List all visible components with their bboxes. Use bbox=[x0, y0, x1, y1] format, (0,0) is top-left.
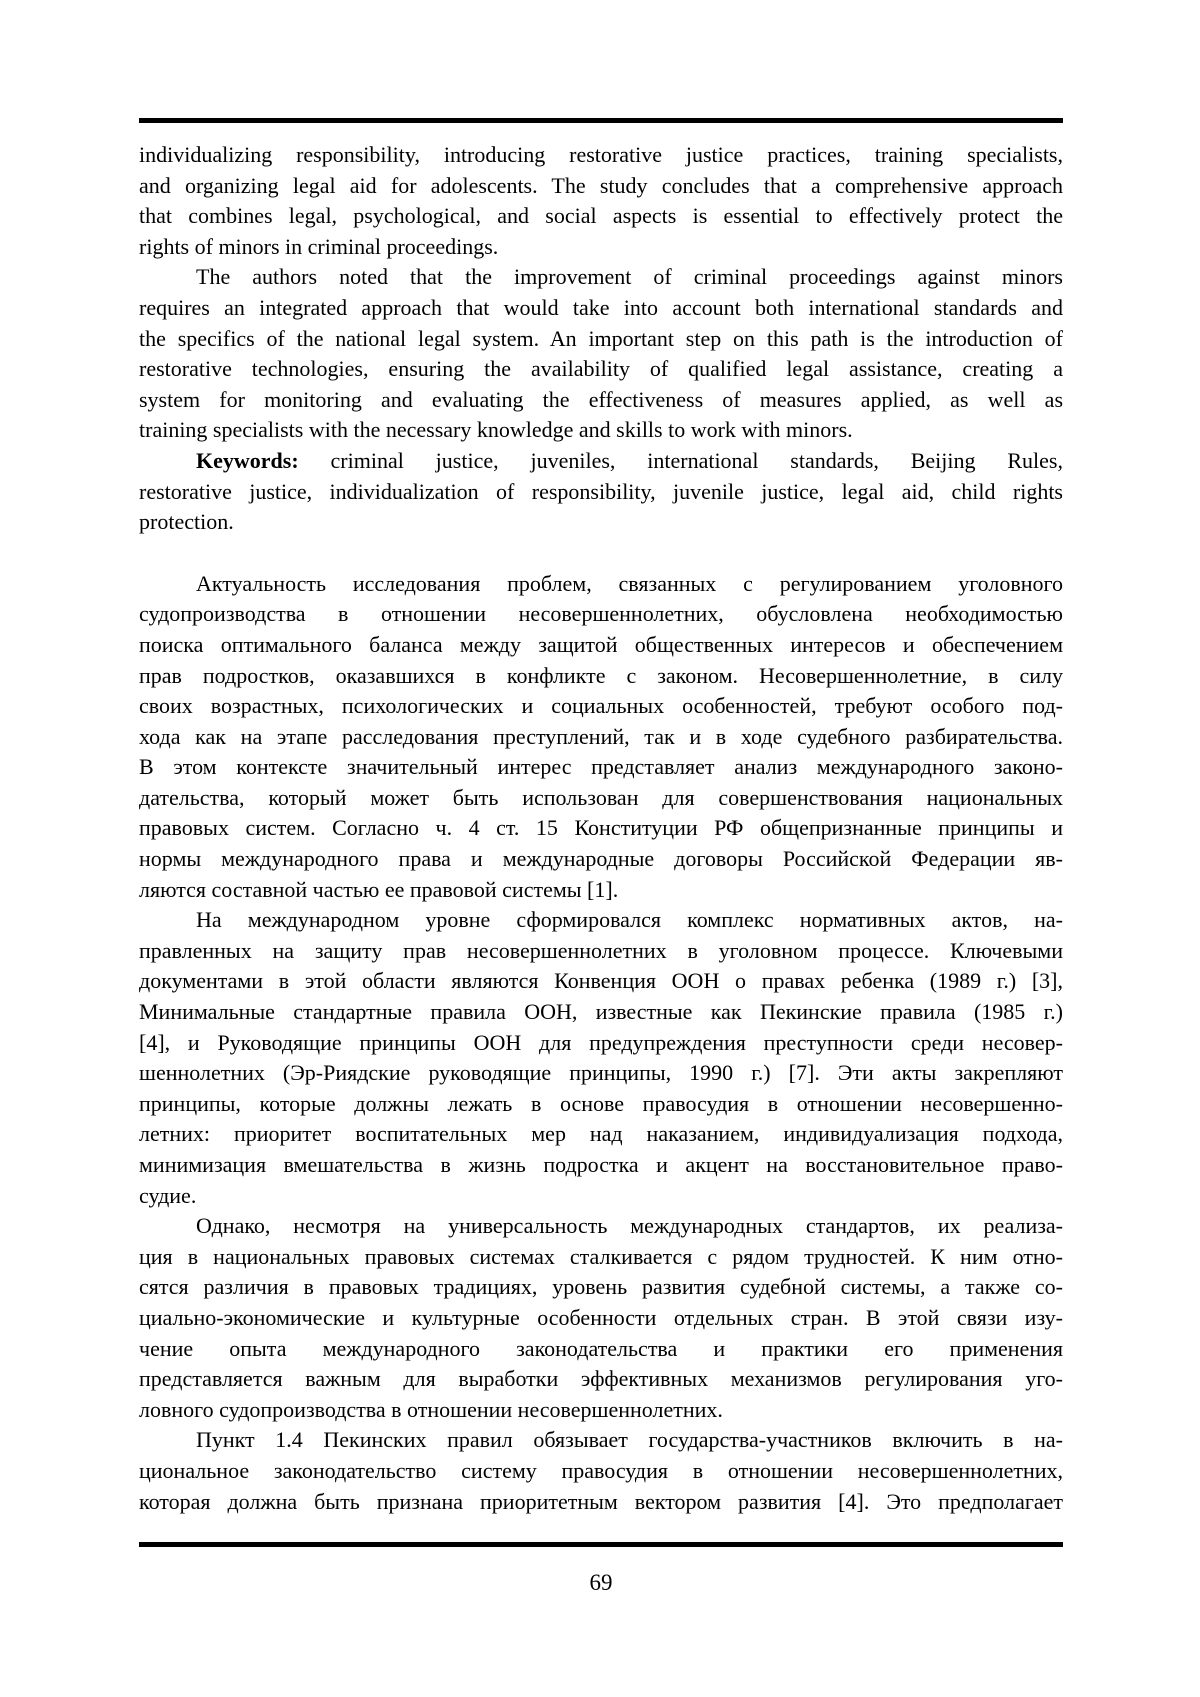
text-line: individualizing responsibility, introducing restorative justice practices, training specialists, bbox=[139, 142, 1063, 167]
text-line: чение опыта международного законодательства и практики его применения bbox=[139, 1335, 1063, 1361]
paragraph bbox=[139, 1425, 1063, 1517]
text-line: The authors noted that the improvement of criminal proceedings against minors bbox=[196, 264, 1063, 290]
text-line: rights of minors in criminal proceedings. bbox=[139, 233, 499, 259]
text-line: ловного судопроизводства в отношении несовершеннолетних. bbox=[139, 1396, 723, 1422]
text-line: and organizing legal aid for adolescents. The study concludes that a comprehensive approach bbox=[139, 172, 1063, 198]
text-line: ляются составной частью ее правовой системы [1]. bbox=[139, 876, 619, 902]
keywords-label: Keywords: bbox=[196, 447, 299, 473]
text-line: нормы международного права и международные договоры Российской Федерации яв- bbox=[139, 846, 1063, 872]
body-text bbox=[139, 140, 1063, 1517]
text-line: training specialists with the necessary knowledge and skills to work with minors. bbox=[139, 417, 853, 443]
text-line: Актуальность исследования проблем, связанных с регулированием уголовного bbox=[196, 570, 1063, 596]
text-line: сятся различия в правовых традициях, уровень развития судебной системы, а также со- bbox=[139, 1274, 1063, 1300]
text-line: судие. bbox=[139, 1182, 197, 1208]
text-line: requires an integrated approach that would take into account both international standards and bbox=[139, 294, 1063, 320]
text-line: Однако, несмотря на универсальность международных стандартов, их реализа- bbox=[196, 1213, 1063, 1239]
text-line: циально-экономические и культурные особенности отдельных стран. В этой связи изу- bbox=[139, 1304, 1063, 1330]
text-line: restorative technologies, ensuring the availability of qualified legal assistance, creating a bbox=[139, 356, 1063, 382]
text-line: летних: приоритет воспитательных мер над наказанием, индивидуализация подхода, bbox=[139, 1121, 1063, 1147]
text-line: ция в национальных правовых системах сталкивается с рядом трудностей. К ним отно- bbox=[139, 1243, 1063, 1269]
text-line: своих возрастных, психологических и социальных особенностей, требуют особого под- bbox=[139, 693, 1063, 719]
paragraph bbox=[139, 569, 1063, 906]
footer-rule bbox=[139, 1542, 1063, 1547]
text-line: правленных на защиту прав несовершеннолетних в уголовном процессе. Ключевыми bbox=[139, 937, 1063, 963]
text-line: restorative justice, individualization of responsibility, juvenile justice, legal aid, child rights bbox=[139, 478, 1063, 504]
text-line: protection. bbox=[139, 509, 234, 535]
text-line: правовых систем. Согласно ч. 4 ст. 15 Конституции РФ общепризнанные принципы и bbox=[139, 815, 1063, 841]
text-line: На международном уровне сформировался комплекс нормативных актов, на- bbox=[196, 907, 1063, 933]
page-content bbox=[139, 118, 1063, 1517]
text-line: прав подростков, оказавшихся в конфликте с законом. Несовершеннолетние, в силу bbox=[139, 662, 1063, 688]
text-line: Keywords: criminal justice, juveniles, international standards, Beijing Rules, bbox=[196, 447, 1063, 473]
text-line: судопроизводства в отношении несовершеннолетних, обусловлена необходимостью bbox=[139, 601, 1063, 627]
paragraph bbox=[139, 140, 1063, 262]
text-line: поиска оптимального баланса между защитой общественных интересов и обеспечением bbox=[139, 631, 1063, 657]
text-line: хода как на этапе расследования преступлений, так и в ходе судебного разбирательства. bbox=[139, 723, 1063, 749]
text-line: the specifics of the national legal system. An important step on this path is the introduction of bbox=[139, 325, 1063, 351]
paragraph-gap bbox=[139, 538, 1063, 569]
page-number: 69 bbox=[589, 1570, 613, 1595]
paragraph bbox=[139, 262, 1063, 446]
text-line: представляется важным для выработки эффективных механизмов регулирования уго- bbox=[139, 1366, 1063, 1392]
text-line: В этом контексте значительный интерес представляет анализ международного законо- bbox=[139, 754, 1063, 780]
paragraph bbox=[139, 446, 1063, 538]
text-line: шеннолетних (Эр-Риядские руководящие принципы, 1990 г.) [7]. Эти акты закрепляют bbox=[139, 1060, 1063, 1086]
header-rule bbox=[139, 118, 1063, 123]
text-line: Пункт 1.4 Пекинских правил обязывает государства-участников включить в на- bbox=[196, 1427, 1063, 1453]
text-line: циональное законодательство систему правосудия в отношении несовершеннолетних, bbox=[139, 1457, 1063, 1483]
text-line: принципы, которые должны лежать в основе правосудия в отношении несовершенно- bbox=[139, 1090, 1063, 1116]
text-line: которая должна быть признана приоритетным вектором развития [4]. Это предполагает bbox=[139, 1488, 1063, 1514]
text-line: документами в этой области являются Конвенция ООН о правах ребенка (1989 г.) [3], bbox=[139, 968, 1063, 994]
text-line: Минимальные стандартные правила ООН, известные как Пекинские правила (1985 г.) bbox=[139, 999, 1063, 1025]
text-line: дательства, который может быть использован для совершенствования национальных bbox=[139, 784, 1063, 810]
paragraph bbox=[139, 1211, 1063, 1425]
text-line: system for monitoring and evaluating the effectiveness of measures applied, as well as bbox=[139, 386, 1063, 412]
text-line: [4], и Руководящие принципы ООН для предупреждения преступности среди несовер- bbox=[139, 1029, 1063, 1055]
paragraph bbox=[139, 905, 1063, 1211]
text-line: that combines legal, psychological, and social aspects is essential to effectively protect the bbox=[139, 203, 1063, 229]
text-line: минимизация вмешательства в жизнь подростка и акцент на восстановительное право- bbox=[139, 1152, 1063, 1177]
